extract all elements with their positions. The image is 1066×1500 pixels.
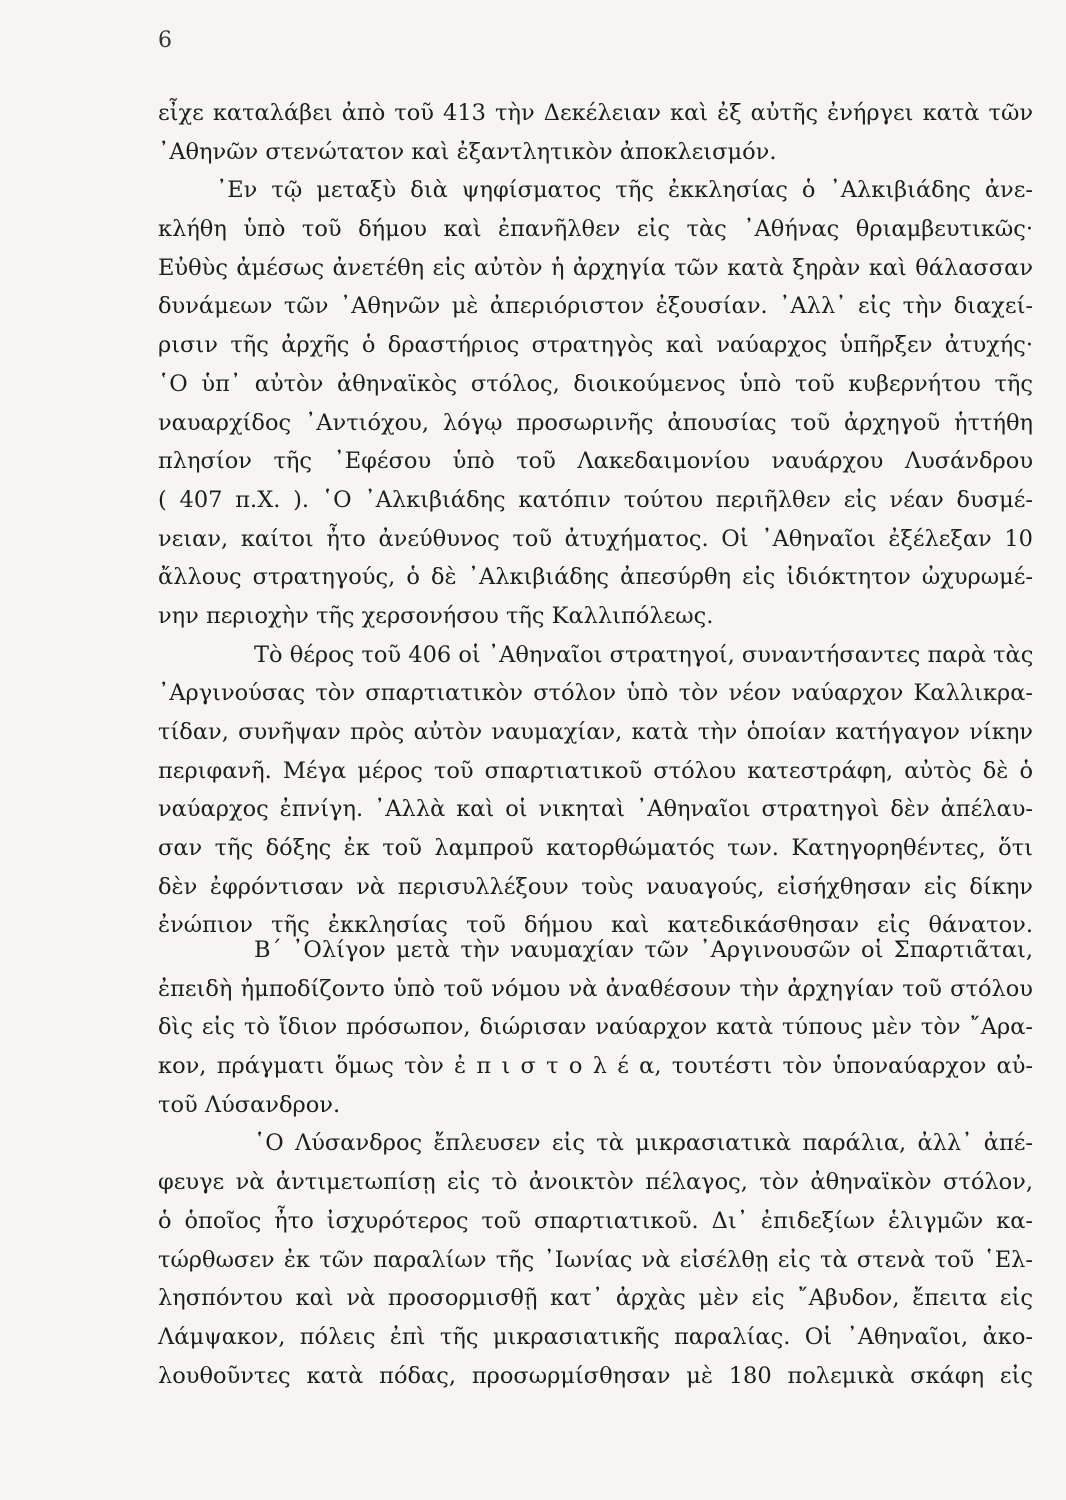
text-line: φευγε νὰ ἀντιμετωπίσῃ εἰς τὸ ἀνοικτὸν πέλαγος, τὸν ἀθηναϊκὸν στόλον,: [158, 1169, 1033, 1196]
text-line: τίδαν, συνῆψαν πρὸς αὐτὸν ναυμαχίαν, κατὰ τὴν ὁποίαν κατήγαγον νίκην: [158, 719, 1033, 745]
text-line: σαν τῆς δόξης ἐκ τοῦ λαμπροῦ κατορθώματός των. Κατηγορηθέντες, ὅτι: [158, 835, 1033, 862]
text-line: ἄλλους στρατηγούς, ὁ δὲ ᾿Αλκιβιάδης ἀπεσύρθη εἰς ἰδιόκτητον ὠχυρωμέ-: [158, 564, 1033, 591]
text-line: κον, πράγματι ὅμως τὸν ἐ π ι σ τ ο λ έ α, τουτέστι τὸν ὑποναύαρχον αὐ-: [158, 1053, 1033, 1080]
text-line: ὁ ὁποῖος ἦτο ἰσχυρότερος τοῦ σπαρτιατικοῦ. Δι᾿ ἐπιδεξίων ἑλιγμῶν κα-: [158, 1207, 1033, 1234]
text-line: λουθοῦντες κατὰ πόδας, προσωρμίσθησαν μὲ 180 πολεμικὰ σκάφη εἰς: [158, 1362, 1033, 1389]
text-line: ἐνώπιον τῆς ἐκκλησίας τοῦ δήμου καὶ κατεδικάσθησαν εἰς θάνατον.: [158, 912, 1033, 939]
text-line: ἐπειδὴ ἠμποδίζοντο ὑπὸ τοῦ νόμου νὰ ἀναθέσουν τὴν ἀρχηγίαν τοῦ στόλου: [158, 975, 1033, 1002]
text-line: δυνάμεων τῶν ᾿Αθηνῶν μὲ ἀπεριόριστον ἐξουσίαν. ᾿Αλλ᾿ εἰς τὴν διαχεί-: [158, 293, 1033, 320]
text-line: δὶς εἰς τὸ ἴδιον πρόσωπον, διώρισαν ναύαρχον κατὰ τύπους μὲν τὸν ῎Αρα-: [158, 1014, 1033, 1041]
text-line: ναύαρχος ἐπνίγη. ᾿Αλλὰ καὶ οἱ νικηταὶ ᾿Αθηναῖοι στρατηγοὶ δὲν ἀπέλαυ-: [158, 796, 1033, 823]
text-line: ᾿Αργινούσας τὸν σπαρτιατικὸν στόλον ὑπὸ τὸν νέον ναύαρχον Καλλικρα-: [158, 680, 1033, 707]
text-line: κλήθη ὑπὸ τοῦ δήμου καὶ ἐπανῆλθεν εἰς τὰς ᾿Αθήνας θριαμβευτικῶς·: [158, 216, 1033, 243]
paragraph-start-line: Τὸ θέρος τοῦ 406 οἱ ᾿Αθηναῖοι στρατηγοί, συναντήσαντες παρὰ τὰς: [254, 641, 1034, 668]
text-line: τώρθωσεν ἐκ τῶν παραλίων τῆς ᾿Ιωνίας νὰ εἰσέλθῃ εἰς τὰ στενὰ τοῦ ῾Ελ-: [158, 1246, 1033, 1273]
text-line: τοῦ Λύσανδρον.: [158, 1091, 341, 1118]
text-line: πλησίον τῆς ᾿Εφέσου ὑπὸ τοῦ Λακεδαιμονίου ναυάρχου Λυσάνδρου: [158, 448, 1033, 475]
text-line: περιφανῆ. Μέγα μέρος τοῦ σπαρτιατικοῦ στόλου κατεστράφη, αὐτὸς δὲ ὁ: [158, 757, 1033, 784]
text-line: Εὐθὺς ἀμέσως ἀνετέθη εἰς αὐτὸν ἡ ἀρχηγία τῶν κατὰ ξηρὰν καὶ θάλασσαν: [158, 254, 1033, 281]
text-line: νην περιοχὴν τῆς χερσονήσου τῆς Καλλιπόλεως.: [158, 602, 714, 629]
text-line: ( 407 π.Χ. ). ῾Ο ᾿Αλκιβιάδης κατόπιν τούτου περιῆλθεν εἰς νέαν δυσμέ-: [158, 486, 1033, 513]
text-section-1: [158, 94, 1033, 945]
text-section-2: [158, 931, 1033, 1395]
paragraph-start-line: ᾿Εν τῷ μεταξὺ διὰ ψηφίσματος τῆς ἐκκλησίας ὁ ᾿Αλκιβιάδης ἀνε-: [216, 177, 1033, 204]
text-line: ναυαρχίδος ᾿Αντιόχου, λόγῳ προσωρινῆς ἀπουσίας τοῦ ἀρχηγοῦ ἡττήθη: [158, 409, 1033, 436]
text-line: λησπόντου καὶ νὰ προσορμισθῇ κατ᾿ ἀρχὰς μὲν εἰς ῎Αβυδον, ἔπειτα εἰς: [158, 1285, 1033, 1312]
paragraph-start-line: ῾Ο Λύσανδρος ἔπλευσεν εἰς τὰ μικρασιατικὰ παράλια, ἀλλ᾿ ἀπέ-: [254, 1130, 1033, 1157]
text-line: νειαν, καίτοι ἦτο ἀνεύθυνος τοῦ ἀτυχήματος. Οἱ ᾿Αθηναῖοι ἐξέλεξαν 10: [158, 525, 1033, 552]
text-line: ρισιν τῆς ἀρχῆς ὁ δραστήριος στρατηγὸς καὶ ναύαρχος ὑπῆρξεν ἀτυχής·: [158, 332, 1033, 359]
text-line: εἶχε καταλάβει ἀπὸ τοῦ 413 τὴν Δεκέλειαν καὶ ἐξ αὐτῆς ἐνήργει κατὰ τῶν: [158, 100, 1033, 126]
page-number: 6: [158, 28, 172, 53]
section-heading-line: Β΄ ᾿Ολίγον μετὰ τὴν ναυμαχίαν τῶν ᾿Αργινουσῶν οἱ Σπαρτιᾶται,: [254, 937, 1033, 963]
text-line: δὲν ἐφρόντισαν νὰ περισυλλέξουν τοὺς ναυαγούς, εἰσήχθησαν εἰς δίκην: [158, 873, 1033, 900]
text-line: Λάμψακον, πόλεις ἐπὶ τῆς μικρασιατικῆς παραλίας. Οἱ ᾿Αθηναῖοι, ἀκο-: [158, 1323, 1033, 1350]
text-line: ᾿Αθηνῶν στενώτατον καὶ ἐξαντλητικὸν ἀποκλεισμόν.: [158, 138, 777, 165]
text-line: ῾Ο ὑπ᾿ αὐτὸν ἀθηναϊκὸς στόλος, διοικούμενος ὑπὸ τοῦ κυβερνήτου τῆς: [158, 370, 1033, 397]
